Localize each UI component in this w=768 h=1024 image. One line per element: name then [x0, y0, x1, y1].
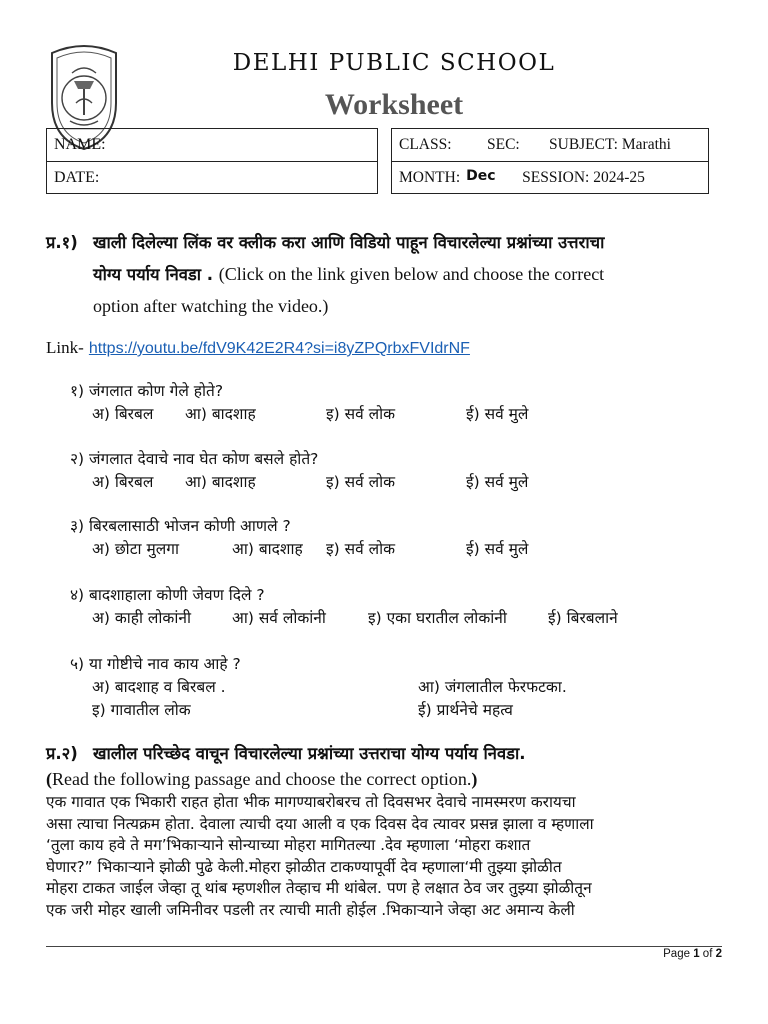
- q2-subheading: (Read the following passage and choose the correct option.): [46, 769, 478, 789]
- page-total: 2: [715, 948, 722, 960]
- q1-heading-english: (Click on the link given below and choose the correct: [218, 264, 605, 284]
- option-d: ई) प्रार्थनेचे महत्व: [418, 701, 513, 719]
- page-word: Page: [663, 948, 690, 960]
- class-label: CLASS:: [399, 135, 452, 153]
- option-b: आ) बादशाह: [185, 473, 256, 491]
- sec-label: SEC:: [487, 135, 520, 153]
- option-a: अ) बादशाह व बिरबल .: [92, 678, 226, 696]
- month-value: Dec: [466, 167, 496, 184]
- q1-heading-marathi: योग्य पर्याय निवडा .: [93, 265, 219, 284]
- class-info-box: [391, 128, 709, 194]
- link-label: Link-: [46, 338, 84, 357]
- q2-subheading-text: Read the following passage and choose the correct option.: [52, 769, 472, 789]
- school-name: DELHI PUBLIC SCHOOL: [232, 50, 556, 76]
- option-c: इ) सर्व लोक: [326, 540, 396, 558]
- option-a: अ) छोटा मुलगा: [92, 540, 179, 558]
- q1-heading-line3: option after watching the video.): [93, 296, 329, 316]
- video-link[interactable]: https://youtu.be/fdV9K42E2R4?si=i8yZPQrbxFVIdrNF: [88, 340, 470, 357]
- passage-line: मोहरा टाकत जाईल जेव्हा तू थांब म्हणशील तेव्हाच मी थांबेल. पण हे लक्षात ठेव जर तुझ्या झोळीतून: [46, 879, 592, 897]
- question-text: २) जंगलात देवाचे नाव घेत कोण बसले होते?: [70, 450, 319, 468]
- option-b: आ) सर्व लोकांनी: [232, 609, 326, 627]
- q1-heading-line2: [93, 258, 604, 291]
- page-number: [663, 948, 722, 960]
- session-label: SESSION: 2024-25: [522, 168, 645, 186]
- option-a: अ) काही लोकांनी: [92, 609, 191, 627]
- option-b: आ) जंगलातील फेरफटका.: [418, 678, 567, 696]
- month-label: MONTH:: [399, 168, 461, 186]
- passage-line: ‘तुला काय हवे ते मग’भिकाऱ्याने सोन्याच्या मोहरा मागितल्या .देव म्हणाला ‘मोहरा कशात: [46, 836, 531, 854]
- subject-label: SUBJECT: Marathi: [549, 135, 671, 153]
- option-d: ई) सर्व मुले: [466, 540, 529, 558]
- option-a: अ) बिरबल: [92, 473, 154, 491]
- question-text: ३) बिरबलासाठी भोजन कोणी आणले ?: [70, 517, 291, 535]
- date-label: DATE:: [54, 168, 100, 186]
- question-text: ५) या गोष्टीचे नाव काय आहे ?: [70, 655, 241, 673]
- q1-item-1: [70, 380, 652, 426]
- q1-item-3: [70, 515, 652, 561]
- q1-number: प्र.१): [46, 233, 78, 252]
- option-a: अ) बिरबल: [92, 405, 154, 423]
- option-c: इ) एका घरातील लोकांनी: [368, 609, 507, 627]
- question-text: ४) बादशाहाला कोणी जेवण दिले ?: [70, 586, 265, 604]
- q1-heading-line1: खाली दिलेल्या लिंक वर क्लीक करा आणि विडियो पाहून विचारलेल्या प्रश्नांच्या उत्तराचा: [93, 233, 605, 252]
- page-current: 1: [693, 948, 700, 960]
- of-word: of: [702, 948, 713, 960]
- option-c: इ) सर्व लोक: [326, 473, 396, 491]
- option-d: ई) बिरबलाने: [548, 609, 618, 627]
- option-b: आ) बादशाह: [232, 540, 303, 558]
- q1-item-5: [70, 653, 692, 722]
- q2-passage: [46, 792, 594, 921]
- name-label: NAME:: [54, 135, 106, 153]
- q2-number: प्र.२): [46, 744, 78, 763]
- video-link-row: [46, 338, 470, 358]
- passage-line: घेणार?” भिकाऱ्याने झोळी पुढे केली.मोहरा झोळीत टाकण्यापूर्वी देव म्हणाला‘मी तुझ्या झोळीत: [46, 857, 562, 876]
- q1-item-2: [70, 448, 652, 494]
- q2-heading: खालील परिच्छेद वाचून विचारलेल्या प्रश्नांच्या उत्तराचा योग्य पर्याय निवडा.: [93, 744, 526, 763]
- passage-line: असा त्याचा नित्यक्रम होता. देवाला त्याची दया आली व एक दिवस देव त्यावर प्रसन्न झाला व म्हणाला: [46, 814, 594, 833]
- option-c: इ) गावातील लोक: [92, 701, 191, 719]
- q1-item-4: [70, 584, 692, 630]
- passage-line: एक गावात एक भिकारी राहत होता भीक मागण्याबरोबरच तो दिवसभर देवाचे नामस्मरण करायचा: [46, 793, 576, 811]
- option-d: ई) सर्व मुले: [466, 405, 529, 423]
- option-b: आ) बादशाह: [185, 405, 256, 423]
- document-title: Worksheet: [324, 88, 464, 121]
- question-text: १) जंगलात कोण गेले होते?: [70, 382, 224, 400]
- student-info-box: [46, 128, 378, 194]
- passage-line: एक जरी मोहर खाली जमिनीवर पडली तर त्याची माती होईल .भिकाऱ्याने जेव्हा अट अमान्य केली: [46, 900, 575, 919]
- option-c: इ) सर्व लोक: [326, 405, 396, 423]
- footer-divider: [46, 946, 722, 947]
- option-d: ई) सर्व मुले: [466, 473, 529, 491]
